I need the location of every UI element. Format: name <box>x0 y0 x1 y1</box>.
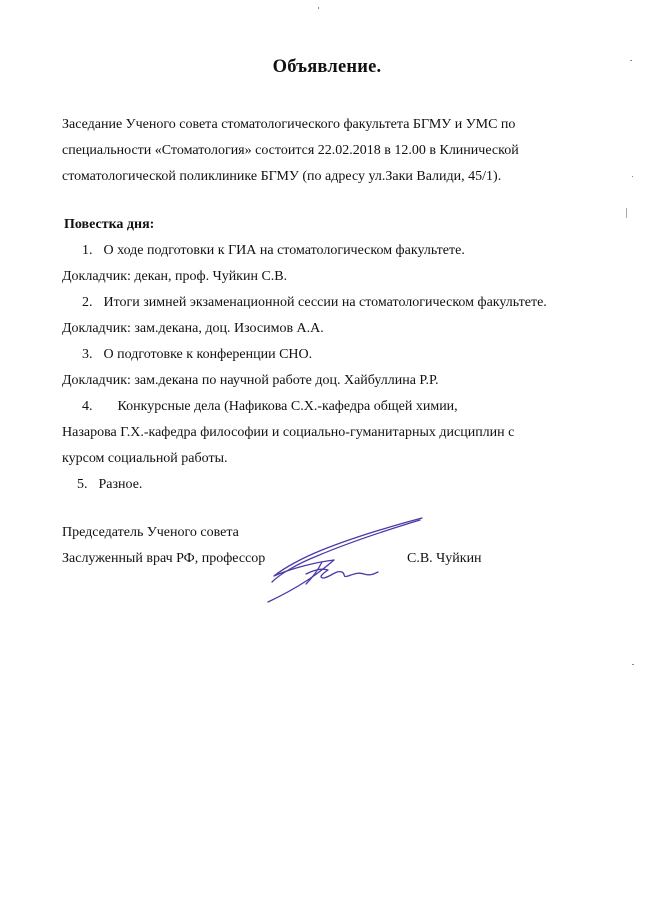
agenda-item-text: О ходе подготовки к ГИА на стоматологическом факультете. <box>103 243 465 258</box>
agenda-item-2 <box>62 290 622 316</box>
signatory-title: Заслуженный врач РФ, профессор <box>62 551 266 566</box>
document-title: Объявление. <box>272 57 382 77</box>
agenda-item-1 <box>62 238 622 264</box>
agenda-item-4-continuation: Назарова Г.Х.-кафедра философии и социально-гуманитарных дисциплин с <box>62 425 515 440</box>
agenda-item-number: 3. <box>82 347 93 362</box>
intro-paragraph <box>62 112 602 190</box>
agenda-item-4-continuation: курсом социальной работы. <box>62 451 228 466</box>
signatory-name: С.В. Чуйкин <box>407 551 482 566</box>
intro-line: стоматологической поликлинике БГМУ (по адресу ул.Заки Валиди, 45/1). <box>62 169 502 184</box>
agenda-item-text: Конкурсные дела (Нафикова С.Х.-кафедра общей химии, <box>117 399 458 414</box>
scan-mark <box>626 208 627 218</box>
agenda-item-number: 1. <box>82 243 93 258</box>
intro-line: специальности «Стоматология» состоится 22.02.2018 в 12.00 в Клинической <box>62 143 519 158</box>
scan-mark <box>630 60 632 61</box>
agenda-heading: Повестка дня: <box>64 217 155 232</box>
agenda-item-number: 2. <box>82 295 93 310</box>
agenda-speaker-3: Докладчик: зам.декана по научной работе доц. Хайбуллина Р.Р. <box>62 373 439 388</box>
agenda-speaker-2: Докладчик: зам.декана, доц. Изосимов А.А. <box>62 321 324 336</box>
agenda-item-3 <box>62 342 622 368</box>
handwritten-signature <box>262 512 432 607</box>
scan-mark <box>632 664 634 665</box>
scan-mark <box>318 7 319 9</box>
scan-mark <box>632 176 633 177</box>
agenda-list <box>62 238 622 498</box>
agenda-item-number: 5. <box>77 477 88 492</box>
agenda-speaker-1: Докладчик: декан, проф. Чуйкин С.В. <box>62 269 288 284</box>
agenda-item-text: Разное. <box>98 477 143 492</box>
agenda-item-text: О подготовке к конференции СНО. <box>103 347 313 362</box>
signatory-position: Председатель Ученого совета <box>62 525 239 540</box>
intro-line: Заседание Ученого совета стоматологического факультета БГМУ и УМС по <box>62 117 516 132</box>
agenda-item-5 <box>62 472 622 498</box>
agenda-item-text: Итоги зимней экзаменационной сессии на стоматологическом факультете. <box>103 295 547 310</box>
agenda-item-4 <box>62 394 622 420</box>
agenda-item-number: 4. <box>82 399 93 414</box>
